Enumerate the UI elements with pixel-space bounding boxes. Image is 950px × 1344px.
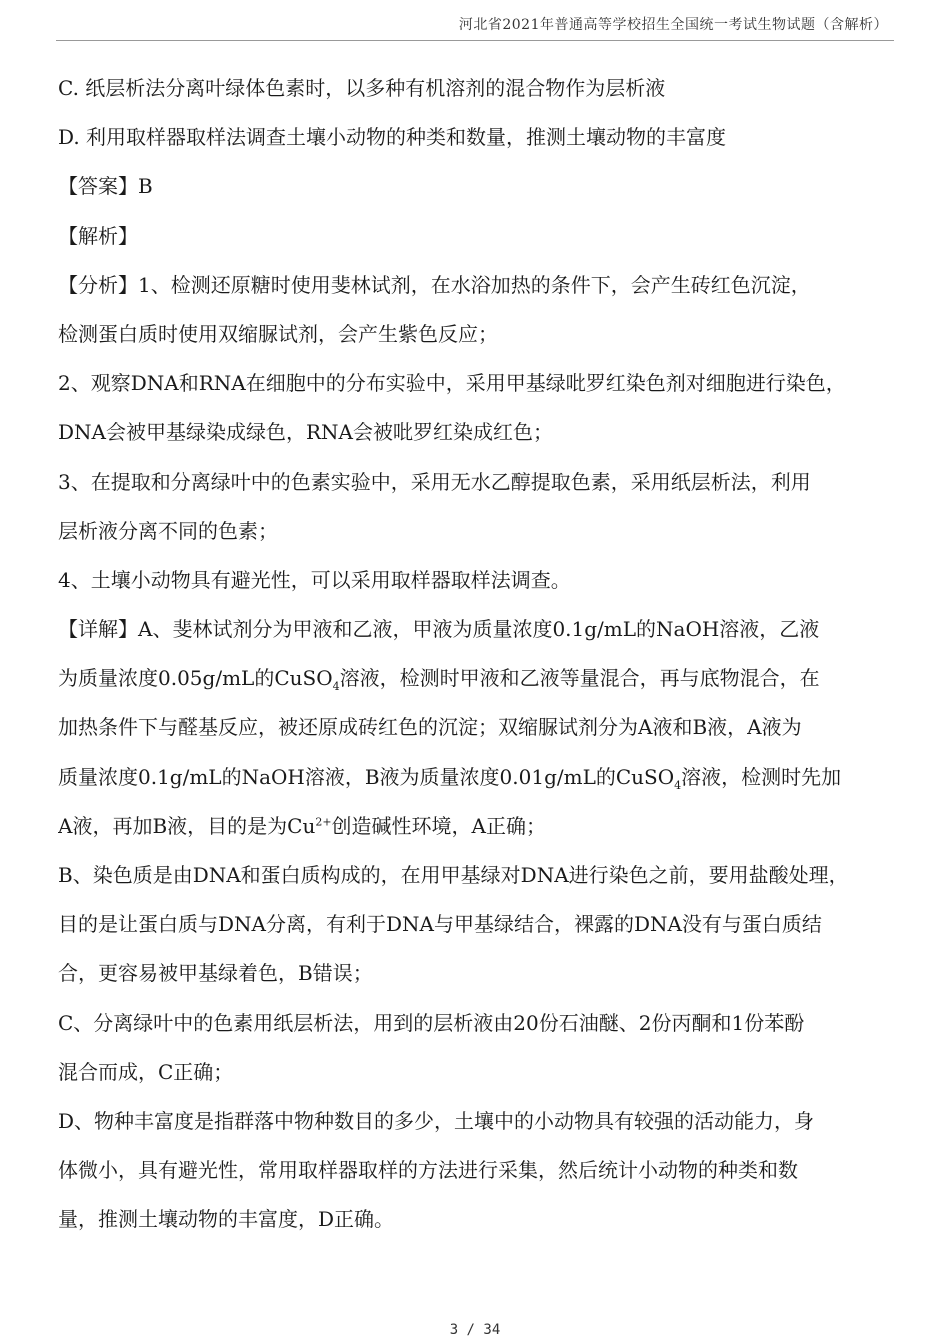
text-line: 合，更容易被甲基绿着色，B错误；	[58, 961, 373, 986]
document-body	[58, 68, 892, 1249]
answer-line: 【答案】B	[58, 174, 153, 199]
text-line: 【详解】A、斐林试剂分为甲液和乙液，甲液为质量浓度0.1g/mL的NaOH溶液，乙液	[58, 617, 820, 642]
text-line	[58, 757, 892, 806]
header-divider	[56, 40, 894, 41]
text-line: 加热条件下与醛基反应，被还原成砖红色的沉淀；双缩脲试剂分为A液和B液，A液为	[58, 715, 802, 740]
text-segment: A液，再加B液，目的是为Cu	[58, 813, 316, 838]
text-line: D. 利用取样器取样法调查土壤小动物的种类和数量，推测土壤动物的丰富度	[58, 125, 727, 150]
text-line: 4、土壤小动物具有避光性，可以采用取样器取样法调查。	[58, 567, 571, 592]
text-segment: 溶液，检测时甲液和乙液等量混合，再与底物混合，在	[339, 666, 820, 691]
text-line: DNA会被甲基绿染成绿色，RNA会被吡罗红染成红色；	[58, 420, 553, 445]
superscript: 2+	[315, 815, 332, 829]
page-number: 3 / 34	[449, 1322, 501, 1338]
text-segment: 溶液，检测时先加	[681, 764, 842, 789]
text-line: 体微小，具有避光性，常用取样器取样的方法进行采集，然后统计小动物的种类和数	[58, 1158, 798, 1183]
text-line: 层析液分离不同的色素；	[58, 518, 278, 543]
text-line: 量，推测土壤动物的丰富度，D正确。	[58, 1207, 395, 1232]
text-line	[58, 806, 892, 855]
text-line: D、物种丰富度是指群落中物种数目的多少，土壤中的小动物具有较强的活动能力，身	[58, 1108, 815, 1133]
text-segment: 质量浓度0.1g/mL的NaOH溶液，B液为质量浓度0.01g/mL的CuSO	[58, 764, 675, 789]
text-line: 2、观察DNA和RNA在细胞中的分布实验中，采用甲基绿吡罗红染色剂对细胞进行染色，	[58, 371, 846, 396]
page-header-title: 河北省2021年普通高等学校招生全国统一考试生物试题（含解析）	[458, 17, 888, 33]
text-line: 3、在提取和分离绿叶中的色素实验中，采用无水乙醇提取色素，采用纸层析法，利用	[58, 469, 811, 494]
text-line: C、分离绿叶中的色素用纸层析法，用到的层析液由20份石油醚、2份丙酮和1份苯酚	[58, 1010, 805, 1035]
subscript: 4	[332, 680, 340, 694]
text-line: C. 纸层析法分离叶绿体色素时，以多种有机溶剂的混合物作为层析液	[58, 76, 666, 100]
subscript: 4	[674, 778, 682, 792]
text-line: 混合而成，C正确；	[58, 1059, 234, 1084]
text-line: 目的是让蛋白质与DNA分离，有利于DNA与甲基绿结合，裸露的DNA没有与蛋白质结	[58, 912, 822, 937]
text-line: B、染色质是由DNA和蛋白质构成的，在用甲基绿对DNA进行染色之前，要用盐酸处理，	[58, 863, 849, 887]
text-line: 【分析】1、检测还原糖时使用斐林试剂，在水浴加热的条件下，会产生砖红色沉淀，	[58, 272, 811, 297]
text-line: 检测蛋白质时使用双缩脲试剂，会产生紫色反应；	[58, 321, 498, 346]
text-segment: 为质量浓度0.05g/mL的CuSO	[58, 666, 333, 691]
text-segment: 创造碱性环境，A正确；	[331, 813, 546, 838]
text-line	[58, 658, 892, 707]
analysis-heading: 【解析】	[58, 223, 138, 248]
